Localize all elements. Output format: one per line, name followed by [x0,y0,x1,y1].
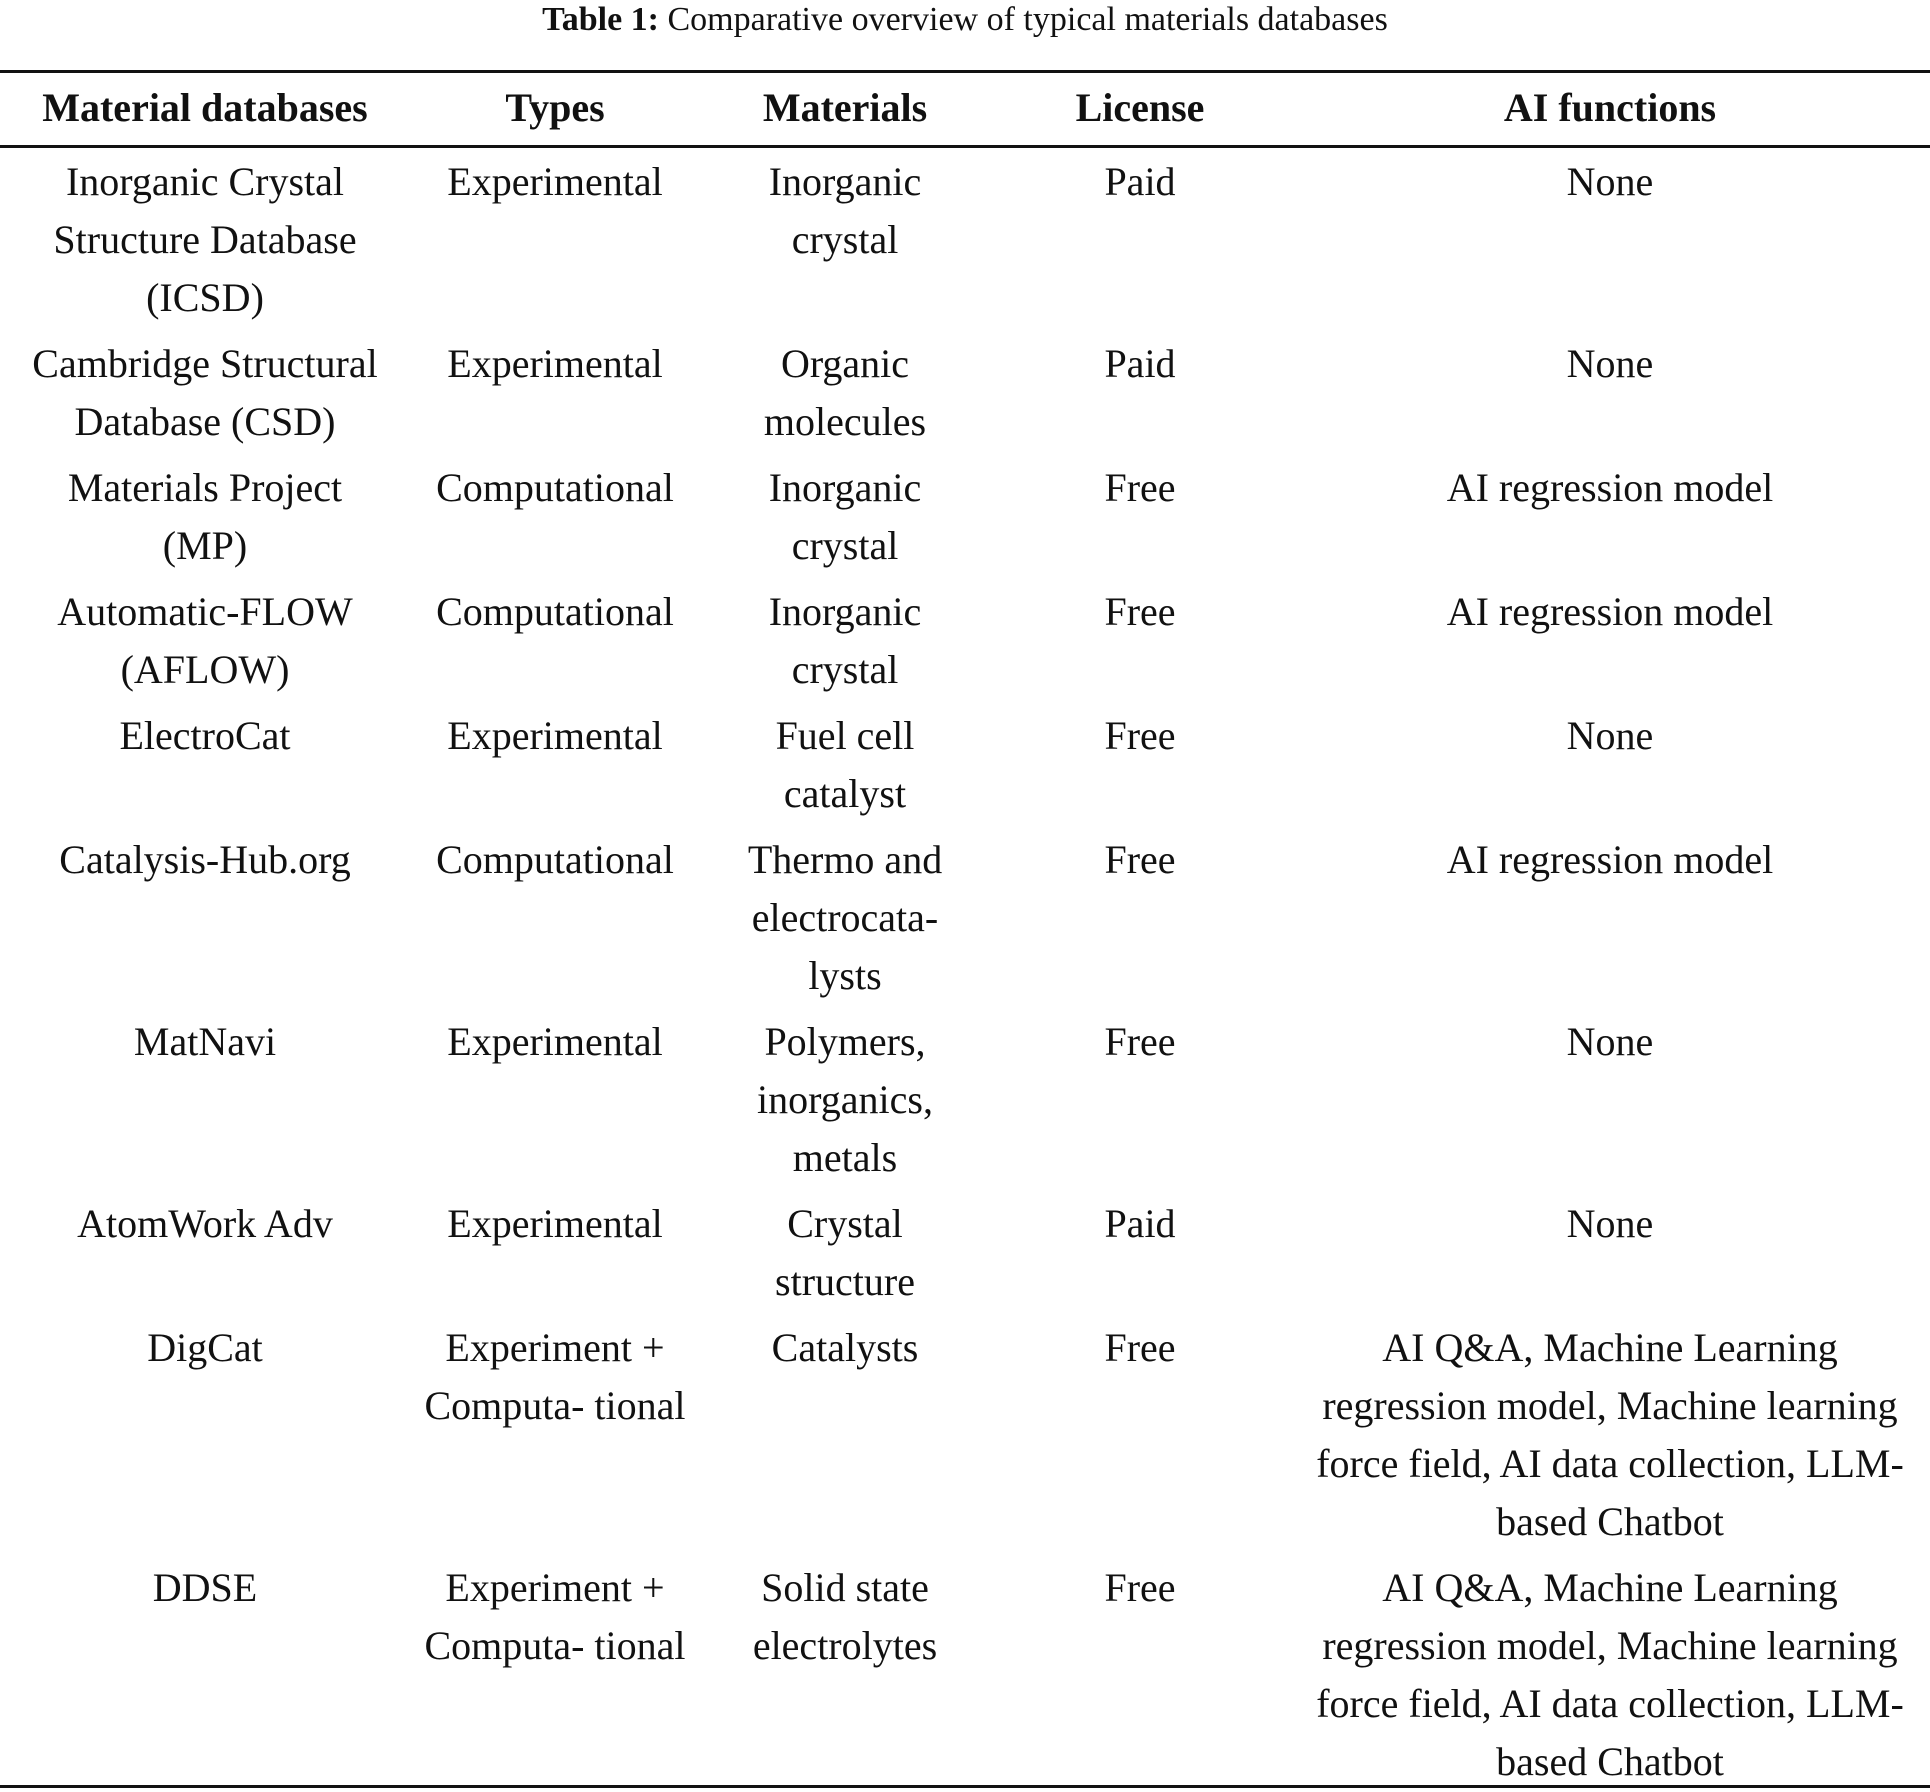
cell-text: ElectroCat [119,713,291,758]
table-row [0,823,1930,1005]
cell-license [990,575,1290,699]
cell-text: None [1566,713,1654,758]
cell-materials [700,1187,990,1311]
cell-text: Crystal structure [775,1201,915,1304]
cell-license [990,699,1290,823]
cell-text: Catalysts [771,1325,919,1370]
table-row [0,1005,1930,1187]
cell-materials [700,1551,990,1791]
cell-text: None [1566,341,1654,386]
cell-type [410,699,700,823]
table-row [0,327,1930,451]
cell-text: Materials Project (MP) [67,465,343,568]
cell-text: AI Q&A, Machine Learning regression model, Machine learning force field, AI data collection, LLM-based Chatbot [1316,1325,1904,1544]
cell-ai-functions [1290,823,1930,1005]
cell-text: MatNavi [133,1019,277,1064]
cell-ai-functions [1290,451,1930,575]
cell-materials [700,1311,990,1551]
cell-text: AI Q&A, Machine Learning regression model, Machine learning force field, AI data collection, LLM-based Chatbot [1316,1565,1904,1784]
cell-text: Free [1104,713,1176,758]
cell-type [410,327,700,451]
cell-text: Computational [436,465,674,510]
cell-materials [700,1005,990,1187]
cell-text: AtomWork Adv [77,1201,333,1246]
cell-license [990,145,1290,327]
cell-text: Free [1104,589,1176,634]
cell-ai-functions [1290,327,1930,451]
table-row [0,575,1930,699]
cell-text: Paid [1104,1201,1176,1246]
cell-materials [700,451,990,575]
materials-databases-table [0,70,1930,1791]
cell-text: Catalysis-Hub.org [59,837,351,882]
cell-text: Experimental [447,713,663,758]
cell-text: AI regression model [1446,465,1774,510]
cell-type [410,145,700,327]
table-row [0,145,1930,327]
cell-text: Inorganic crystal [768,465,922,568]
cell-license [990,451,1290,575]
header-types: Types [505,85,605,130]
cell-text: Experimental [447,1201,663,1246]
cell-database-name [0,1551,410,1791]
cell-database-name [0,1005,410,1187]
caption-label: Table 1: [542,1,659,38]
cell-database-name [0,1311,410,1551]
cell-text: DigCat [147,1325,263,1370]
cell-type [410,575,700,699]
cell-ai-functions [1290,1311,1930,1551]
cell-text: DDSE [152,1565,258,1610]
cell-text: Automatic-FLOW (AFLOW) [57,589,353,692]
cell-type [410,1311,700,1551]
cell-materials [700,699,990,823]
cell-type [410,1551,700,1791]
cell-text: Cambridge Structural Database (CSD) [32,341,378,444]
header-material-databases: Material databases [42,85,368,130]
cell-text: Computational [436,589,674,634]
cell-text: Solid state electrolytes [752,1565,938,1668]
cell-text: Polymers, inorganics, metals [757,1019,933,1180]
cell-license [990,823,1290,1005]
cell-text: Free [1104,1019,1176,1064]
table-row [0,1311,1930,1551]
cell-materials [700,145,990,327]
table-row [0,1551,1930,1791]
cell-text: Free [1104,1325,1176,1370]
cell-license [990,1005,1290,1187]
table-row [0,451,1930,575]
header-license: License [1075,85,1205,130]
cell-text: Paid [1104,159,1176,204]
cell-text: Paid [1104,341,1176,386]
header-row [0,70,1930,145]
cell-database-name [0,327,410,451]
table-row [0,1187,1930,1311]
cell-text: Fuel cell catalyst [775,713,915,816]
cell-text: Free [1104,465,1176,510]
cell-type [410,1187,700,1311]
cell-ai-functions [1290,145,1930,327]
cell-materials [700,575,990,699]
table-row [0,699,1930,823]
table-caption [0,0,1930,40]
cell-database-name [0,699,410,823]
cell-text: Inorganic crystal [768,589,922,692]
cell-database-name [0,1187,410,1311]
cell-license [990,1311,1290,1551]
cell-ai-functions [1290,1005,1930,1187]
cell-text: Computational [436,837,674,882]
cell-database-name [0,575,410,699]
cell-text: Free [1104,837,1176,882]
cell-ai-functions [1290,1551,1930,1791]
cell-text: Inorganic crystal [768,159,922,262]
header-materials: Materials [762,85,928,130]
cell-text: Experimental [447,1019,663,1064]
cell-ai-functions [1290,575,1930,699]
cell-text: AI regression model [1446,589,1774,634]
cell-text: Inorganic Crystal Structure Database (ICSD) [53,159,357,320]
cell-license [990,327,1290,451]
cell-text: Experimental [447,159,663,204]
cell-text: None [1566,159,1654,204]
cell-text: Experimental [447,341,663,386]
cell-type [410,823,700,1005]
header-ai-functions: AI functions [1503,85,1717,130]
cell-text: Experiment + Computa- tional [424,1325,686,1428]
cell-text: Experiment + Computa- tional [424,1565,686,1668]
cell-database-name [0,451,410,575]
cell-database-name [0,823,410,1005]
cell-ai-functions [1290,699,1930,823]
table-body [0,145,1930,1791]
cell-materials [700,327,990,451]
cell-license [990,1187,1290,1311]
cell-text: None [1566,1201,1654,1246]
cell-text: Thermo and electrocata- lysts [747,837,943,998]
cell-type [410,1005,700,1187]
cell-text: Free [1104,1565,1176,1610]
cell-license [990,1551,1290,1791]
cell-ai-functions [1290,1187,1930,1311]
cell-materials [700,823,990,1005]
cell-type [410,451,700,575]
caption-text: Comparative overview of typical materials databases [667,1,1388,38]
cell-text: Organic molecules [763,341,927,444]
cell-text: AI regression model [1446,837,1774,882]
cell-text: None [1566,1019,1654,1064]
cell-database-name [0,145,410,327]
